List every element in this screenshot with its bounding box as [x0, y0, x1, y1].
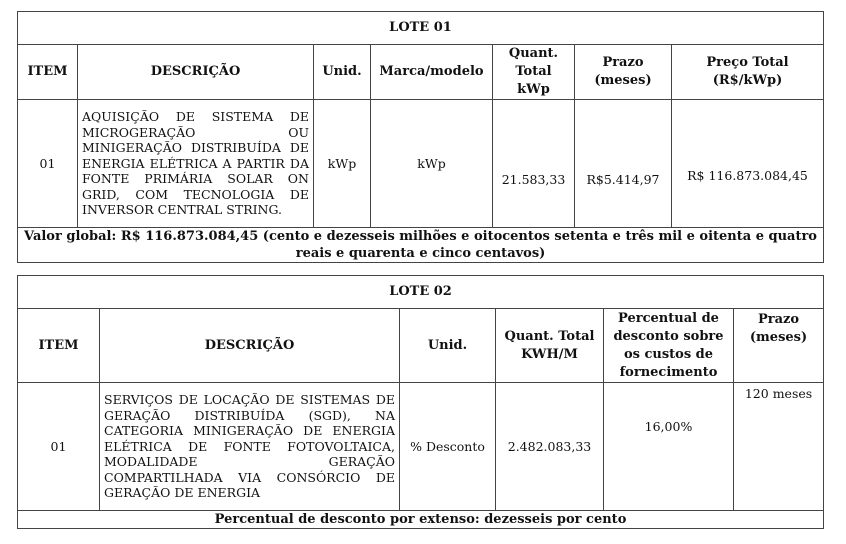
header-quant-total — [496, 309, 604, 383]
header-descricao: DESCRIÇÃO — [78, 45, 314, 100]
header-quant-line1: Quant. Total — [504, 328, 595, 344]
lote-01-title: LOTE 01 — [18, 12, 824, 45]
descricao-line: GERAÇÃO DE ENERGIA — [104, 485, 261, 501]
cell-unid: kWp — [314, 100, 371, 228]
cell-descricao — [78, 100, 314, 228]
cell-marca-modelo: kWp — [371, 100, 493, 228]
descricao-line: INVERSOR CENTRAL STRING. — [82, 202, 283, 218]
header-quant-line2: KWH/M — [521, 346, 578, 362]
header-prazo-line2: (meses) — [594, 73, 652, 88]
descricao-line: COMPARTILHADA VIA CONSÓRCIO DE — [104, 469, 395, 485]
descricao-line: ELÉTRICA DE FONTE FOTOVOLTAICA, — [104, 438, 395, 454]
header-preco-line2: (R$/kWp) — [712, 73, 783, 88]
cell-percentual: 16,00% — [604, 383, 734, 511]
descricao-line: CATEGORIA MINIGERAÇÃO DE ENERGIA — [104, 423, 395, 439]
lote-02-table — [17, 275, 824, 529]
header-item: ITEM — [18, 45, 78, 100]
lote-02-title: LOTE 02 — [18, 276, 824, 309]
header-prazo-line1: Prazo — [757, 312, 800, 327]
cell-quant: 21.583,33 — [493, 100, 575, 228]
header-quant-total — [493, 45, 575, 100]
cell-prazo: R$5.414,97 — [575, 100, 672, 228]
descricao-line: GRID, COM TECNOLOGIA DE — [82, 186, 309, 202]
descricao-line: AQUISIÇÃO DE SISTEMA DE — [82, 109, 309, 125]
header-preco-total — [672, 45, 824, 100]
valor-global-line2: reais e quarenta e cinco centavos) — [295, 246, 546, 261]
header-prazo — [575, 45, 672, 100]
descricao-line: ENERGIA ELÉTRICA A PARTIR DA — [82, 155, 309, 171]
lote-02-percentual-extenso: Percentual de desconto por extenso: dezesseis por cento — [18, 511, 824, 529]
header-prazo-line2: (meses) — [749, 330, 808, 345]
header-perc-line3: os custos de — [623, 346, 714, 362]
header-perc-line4: fornecimento — [619, 364, 718, 380]
descricao-line: GERAÇÃO DISTRIBUÍDA (SGD), NA — [104, 407, 395, 423]
descricao-line: SERVIÇOS DE LOCAÇÃO DE SISTEMAS DE — [104, 392, 395, 408]
cell-item: 01 — [18, 100, 78, 228]
header-descricao: DESCRIÇÃO — [100, 309, 400, 383]
cell-item: 01 — [18, 383, 100, 511]
lote-01-valor-global — [18, 228, 824, 263]
header-marca-modelo: Marca/modelo — [371, 45, 493, 100]
header-percentual — [604, 309, 734, 383]
valor-global-line1: Valor global: R$ 116.873.084,45 (cento e dezesseis milhões e oitocentos setenta e três mil e oitenta e quatro — [24, 229, 817, 244]
header-perc-line1: Percentual de — [618, 310, 719, 326]
lote-01-table — [17, 11, 824, 263]
table-row — [18, 383, 824, 511]
header-unid: Unid. — [400, 309, 496, 383]
cell-unid: % Desconto — [400, 383, 496, 511]
header-unid: Unid. — [314, 45, 371, 100]
header-perc-line2: desconto sobre — [613, 328, 724, 344]
descricao-line: MODALIDADE GERAÇÃO — [104, 454, 395, 470]
header-item: ITEM — [18, 309, 100, 383]
table-row — [18, 100, 824, 228]
header-quant-line2: Total kWp — [515, 64, 552, 97]
header-prazo-line1: Prazo — [602, 55, 644, 70]
descricao-line: MICROGERAÇÃO OU — [82, 124, 309, 140]
descricao-line: MINIGERAÇÃO DISTRIBUÍDA DE — [82, 140, 309, 156]
descricao-line: FONTE PRIMÁRIA SOLAR ON — [82, 171, 309, 187]
cell-prazo: 120 meses — [734, 383, 824, 511]
header-prazo — [734, 309, 824, 383]
header-preco-line1: Preço Total — [706, 55, 789, 70]
cell-descricao — [100, 383, 400, 511]
header-quant-line1: Quant. — [508, 46, 559, 61]
cell-preco-total: R$ 116.873.084,45 — [672, 100, 824, 228]
cell-quant: 2.482.083,33 — [496, 383, 604, 511]
